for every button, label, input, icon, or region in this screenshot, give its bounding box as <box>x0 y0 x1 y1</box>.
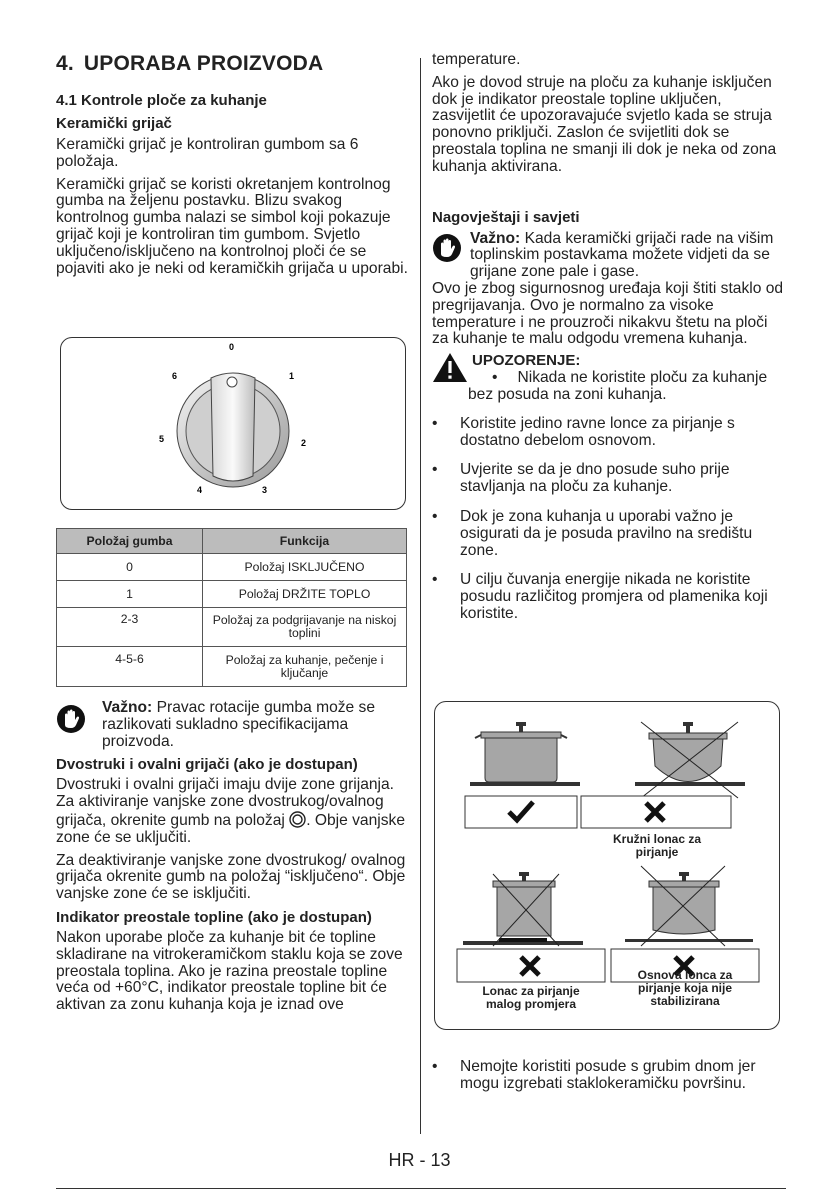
knob-label-0: 0 <box>229 342 235 352</box>
dual-paragraph-1: Dvostruki i ovalni grijači imaju dvije zone grijanja. Za aktiviranje vanjske zone dvostrukog/ovalnog grijača, okrenite gumb na položaj . Obje vanjske zone će se uključiti. <box>56 776 405 846</box>
small-pot-illustration <box>463 872 583 946</box>
knob-label-6: 6 <box>172 371 178 381</box>
table-cell-position: 2-3 <box>57 608 203 647</box>
column-divider <box>420 58 421 1134</box>
continued-text: temperature. <box>432 51 521 68</box>
dual-heading: Dvostruki i ovalni grijači (ako je dostupan) <box>56 756 358 774</box>
left-column <box>56 52 408 277</box>
list-item: • U cilju čuvanja energije nikada ne koristite posudu različitog promjera od plamenika koji koristite. <box>432 572 786 622</box>
knob-label-5: 5 <box>159 434 165 444</box>
stop-hand-icon <box>432 233 462 263</box>
warning-icon <box>432 352 468 384</box>
knob-label-2: 2 <box>301 438 307 448</box>
important-tip <box>432 231 786 281</box>
note-text: Pravac rotacije gumba može se razlikovati sukladno specifikacijama proizvoda. <box>102 699 376 750</box>
important-text: Kada keramički grijači rade na višim toplinskim postavkama možete vidjeti da se grijane zone pale i gase. <box>470 229 774 281</box>
table-header-function: Funkcija <box>203 529 407 554</box>
pots-figure <box>434 701 780 1030</box>
ceramic-paragraph-2: Keramički grijač se koristi okretanjem kontrolnog gumba na željenu postavku. Blizu svakog kontrolnog gumba nalazi se simbol koji pokazuje grijač koji je kontroliran tim gumbom. Svjetlo uključeno/isključeno na kontrolnoj ploči će se pojaviti ako je neki od keramičkih grijača u uporabi. <box>56 175 408 277</box>
footer-rule <box>56 1188 786 1189</box>
table-row <box>57 581 407 608</box>
section-title: 4. UPORABA PROIZVODA <box>56 52 324 75</box>
round-pot-illustration <box>635 722 745 798</box>
power-paragraph: Ako je dovod struje na ploču za kuhanje isključen dok je indikator preostale topline uključen, zasvijetlit će upozoravajuće svjetlo kada se struja ponovno priključi. Zaslon će svijetliti dok se preostala toplina ne smanji ili dok je neka od zona kuhanja aktivirana. <box>432 73 777 175</box>
ceramic-paragraph-1: Keramički grijač je kontroliran gumbom sa 6 položaja. <box>56 136 359 170</box>
table-header-position: Položaj gumba <box>57 529 203 554</box>
warning-block <box>432 352 786 404</box>
tips-list <box>432 416 786 623</box>
knob-label-4: 4 <box>197 485 203 495</box>
list-item: • Uvjerite se da je dno posude suho prije stavljanja na ploču za kuhanje. <box>432 462 786 496</box>
knob-label-3: 3 <box>262 485 268 495</box>
correct-pot-illustration <box>470 722 580 786</box>
ceramic-heading: Keramički grijač <box>56 115 172 132</box>
warning-first-tip: • Nikada ne koristite ploču za kuhanje bez posuda na zoni kuhanja. <box>468 369 768 403</box>
important-label: Važno: <box>470 229 521 247</box>
table-cell-position: 4-5-6 <box>57 647 203 687</box>
stop-hand-icon <box>56 704 86 734</box>
subsection-heading: 4.1 Kontrole ploče za kuhanje <box>56 92 267 109</box>
last-tip-list <box>432 1059 786 1106</box>
table-cell-position: 1 <box>57 581 203 608</box>
caption-small-pot: Lonac za pirjanje malog promjera <box>482 984 580 1011</box>
list-item: • Nemojte koristiti posude s grubim dnom jer mogu izgrebati staklokeramičku površinu. <box>432 1059 786 1093</box>
table-cell-function: Položaj ISKLJUČENO <box>203 554 407 581</box>
page-number: HR - 13 <box>388 1150 451 1170</box>
caption-round-pot: Kružni lonac za pirjanje <box>612 832 701 859</box>
list-item: • Koristite jedino ravne lonce za pirjanje s dostatno debelom osnovom. <box>432 416 786 450</box>
knob-position-table <box>56 528 407 687</box>
knob-label-1: 1 <box>289 371 295 381</box>
table-cell-function: Položaj DRŽITE TOPLO <box>203 581 407 608</box>
table-cell-function: Položaj za podgrijavanje na niskoj toplini <box>203 608 407 647</box>
residual-heading: Indikator preostale topline (ako je dostupan) <box>56 908 372 926</box>
caption-unstable-pot: Osnova lonca za pirjanje koja nije stabilizirana <box>637 968 733 1008</box>
knob-grip <box>211 373 255 481</box>
important-continued: Ovo je zbog sigurnosnog uređaja koji štiti staklo od pregrijavanja. Ovo je normalno za visoke temperature i ne prouzroči nikakvu štetu na ploči za kuhanje te malu odgodu vremena kuhanja. <box>432 279 784 348</box>
dual-paragraph-2: Za deaktiviranje vanjske zone dvostrukog/ ovalnog grijača okrenite gumb na položaj “isključeno“. Obje vanjske zone će se isključiti. <box>56 851 406 903</box>
unstable-pot-illustration <box>625 866 753 946</box>
tips-heading: Nagovještaji i savjeti <box>432 208 580 226</box>
residual-paragraph: Nakon uporabe ploče za kuhanje bit će topline skladirane na vitrokeramičkom staklu koja se zove preostala toplina. Ako je razina preostale topline veća od +60°C, indikator preostale topline bit će aktivan za zonu kuhanja koja je iznad ove <box>56 928 403 1014</box>
list-item: • Dok je zona kuhanja u uporabi važno je osigurati da je posuda pravilno na središtu zone. <box>432 509 786 559</box>
knob-figure <box>60 337 406 510</box>
left-lower-block <box>56 700 408 1014</box>
knob-indicator <box>227 377 237 387</box>
table-row <box>57 608 407 647</box>
table-row <box>57 647 407 687</box>
right-column <box>432 52 786 636</box>
warning-title: UPOZORENJE: <box>472 352 581 370</box>
dual-zone-icon <box>289 811 306 828</box>
table-cell-function: Položaj za kuhanje, pečenje i ključanje <box>203 647 407 687</box>
table-row <box>57 554 407 581</box>
table-cell-position: 0 <box>57 554 203 581</box>
note-label: Važno: <box>102 699 153 716</box>
important-note <box>56 700 408 750</box>
